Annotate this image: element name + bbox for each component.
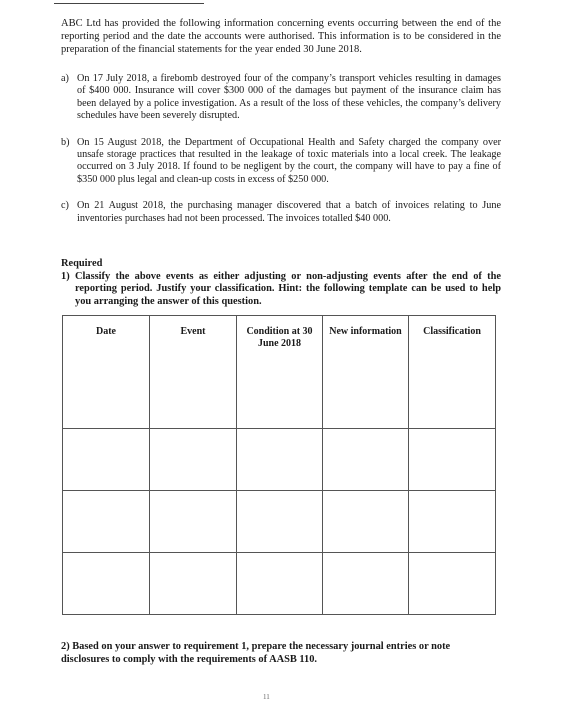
header-rule [54,0,204,4]
event-marker-c: c) [61,200,69,212]
question-1-number: 1) [61,270,70,282]
table-cell[interactable] [323,553,409,615]
required-heading: Required [61,258,103,269]
event-marker-a: a) [61,73,69,84]
header-condition: Condition at 30 June 2018 [237,316,323,429]
event-item-b [61,137,501,187]
required-section [61,258,501,308]
question-2: 2) Based on your answer to requirement 1, prepare the necessary journal entries or note disclosures to comply with the requirements of AASB 110. [61,641,451,665]
events-list [61,73,501,225]
page-number: 11 [263,693,270,701]
event-item-a [61,73,501,123]
header-new-information: New information [323,316,409,429]
table-cell[interactable] [63,429,150,491]
table-cell[interactable] [409,553,496,615]
answer-template-table [62,315,496,615]
table-cell[interactable] [63,491,150,553]
intro-paragraph: ABC Ltd has provided the following information concerning events occurring between the end of the reporting period and the date the accounts were authorised. This information is to be considered in the preparation of the financial statements for the year ended 30 June 2018. [61,18,501,56]
table-cell[interactable] [409,491,496,553]
table-cell[interactable] [323,491,409,553]
table-cell[interactable] [150,491,237,553]
table-row [63,553,496,615]
table-cell[interactable] [237,553,323,615]
table-cell[interactable] [237,491,323,553]
table-cell[interactable] [323,429,409,491]
question-1 [61,271,501,309]
event-text-b: On 15 August 2018, the Department of Occupational Health and Safety charged the company over unsafe storage practices that resulted in the leakage of toxic materials into a local creek. The leakage occurred on 3 July 2018. If found to be negligent by the court, the company will have to pay a fine of $350 000 plus legal and clean-up costs in excess of $250 000. [77,136,501,185]
question-1-text: Classify the above events as either adjusting or non-adjusting events after the end of the reporting period. Justify your classification. Hint: the following template can be used to help you arranging the answer of this question. [75,270,501,307]
header-classification: Classification [409,316,496,429]
table-header-row [63,316,496,429]
table-cell[interactable] [237,429,323,491]
event-text-a: On 17 July 2018, a firebomb destroyed four of the company’s transport vehicles resulting in damages of $400 000. Insurance will cover $300 000 of the damages but payment of the insurance claim has been delayed by a police investigation. As a result of the loss of these vehicles, the company’s delivery schedules have been severely disrupted. [77,73,501,122]
event-item-c [61,200,501,225]
table-cell[interactable] [150,553,237,615]
table-cell[interactable] [409,429,496,491]
table-cell[interactable] [150,429,237,491]
event-text-c: On 21 August 2018, the purchasing manager discovered that a batch of invoices relating to June inventories purchases had not been processed. The invoices totalled $40 000. [77,200,501,224]
table-row [63,429,496,491]
table-cell[interactable] [63,553,150,615]
event-marker-b: b) [61,136,70,148]
header-date: Date [63,316,150,429]
header-event: Event [150,316,237,429]
table-row [63,491,496,553]
